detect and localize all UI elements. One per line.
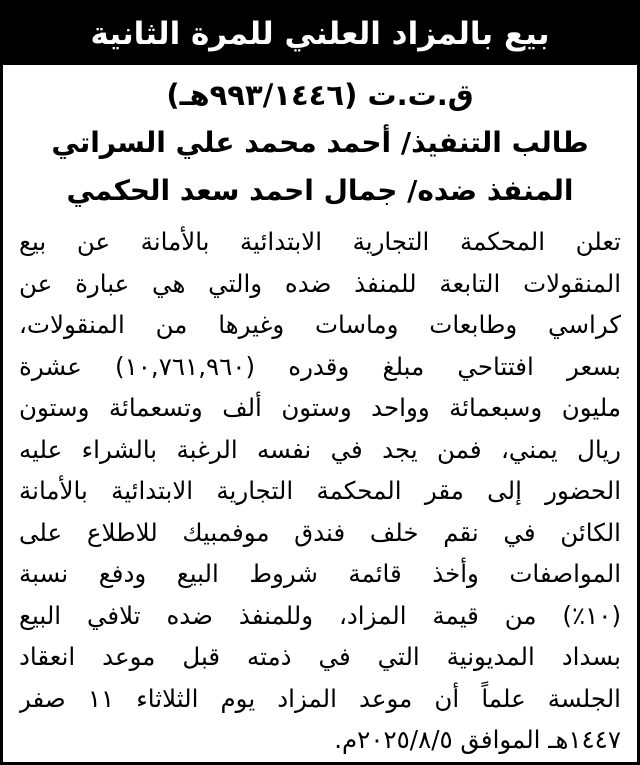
body-line: المواصفات وأخذ قائمة شروط البيع ودفع نسبة [19, 559, 621, 588]
body-line: ريال يمني، فمن يجد في نفسه الرغبة بالشراء عليه [19, 434, 621, 464]
body-line: الحضور إلى مقر المحكمة التجارية الابتدائية بالأمانة [19, 476, 621, 505]
body-line: الكائن في نقم خلف فندق موفمبيك للاطلاع على [19, 517, 621, 547]
body-line: مليون وسبعمائة وواحد وستون ألف وتسعمائة وستون [19, 393, 621, 422]
notice-title: بيع بالمزاد العلني للمرة الثانية [90, 15, 550, 52]
body-line: بسداد المديونية التي في ذمته قبل موعد انعقاد [19, 642, 621, 671]
body-line: بسعر افتتاحي مبلغ وقدره (١٠,٧٦١,٩٦٠) عشرة [19, 351, 621, 381]
case-reference: ق.ت.ت (٩٩٣/١٤٤٦هـ) [166, 78, 474, 112]
body-line: (١٠٪) من قيمة المزاد، وللمنفذ ضده تلافي البيع [19, 600, 621, 630]
body-line: كراسي وطابعات وماسات وغيرها من المنقولات، [19, 310, 621, 339]
body-line: الجلسة علماً أن موعد المزاد يوم الثلاثاء ١١ صفر [19, 683, 621, 713]
notice-body [19, 221, 621, 761]
body-line: تعلن المحكمة التجارية الابتدائية بالأمانة عن بيع [19, 227, 621, 256]
title-bar [3, 3, 637, 65]
defendant-line: المنفذ ضده/ جمال احمد سعد الحكمي [66, 174, 574, 207]
body-line: ١٤٤٧هـ الموافق ٢٠٢٥/٨/٥م. [334, 725, 621, 754]
body-line: المنقولات التابعة للمنفذ ضده والتي هي عبارة عن [19, 268, 621, 298]
applicant-line: طالب التنفيذ/ أحمد محمد علي السراتي [51, 126, 589, 159]
